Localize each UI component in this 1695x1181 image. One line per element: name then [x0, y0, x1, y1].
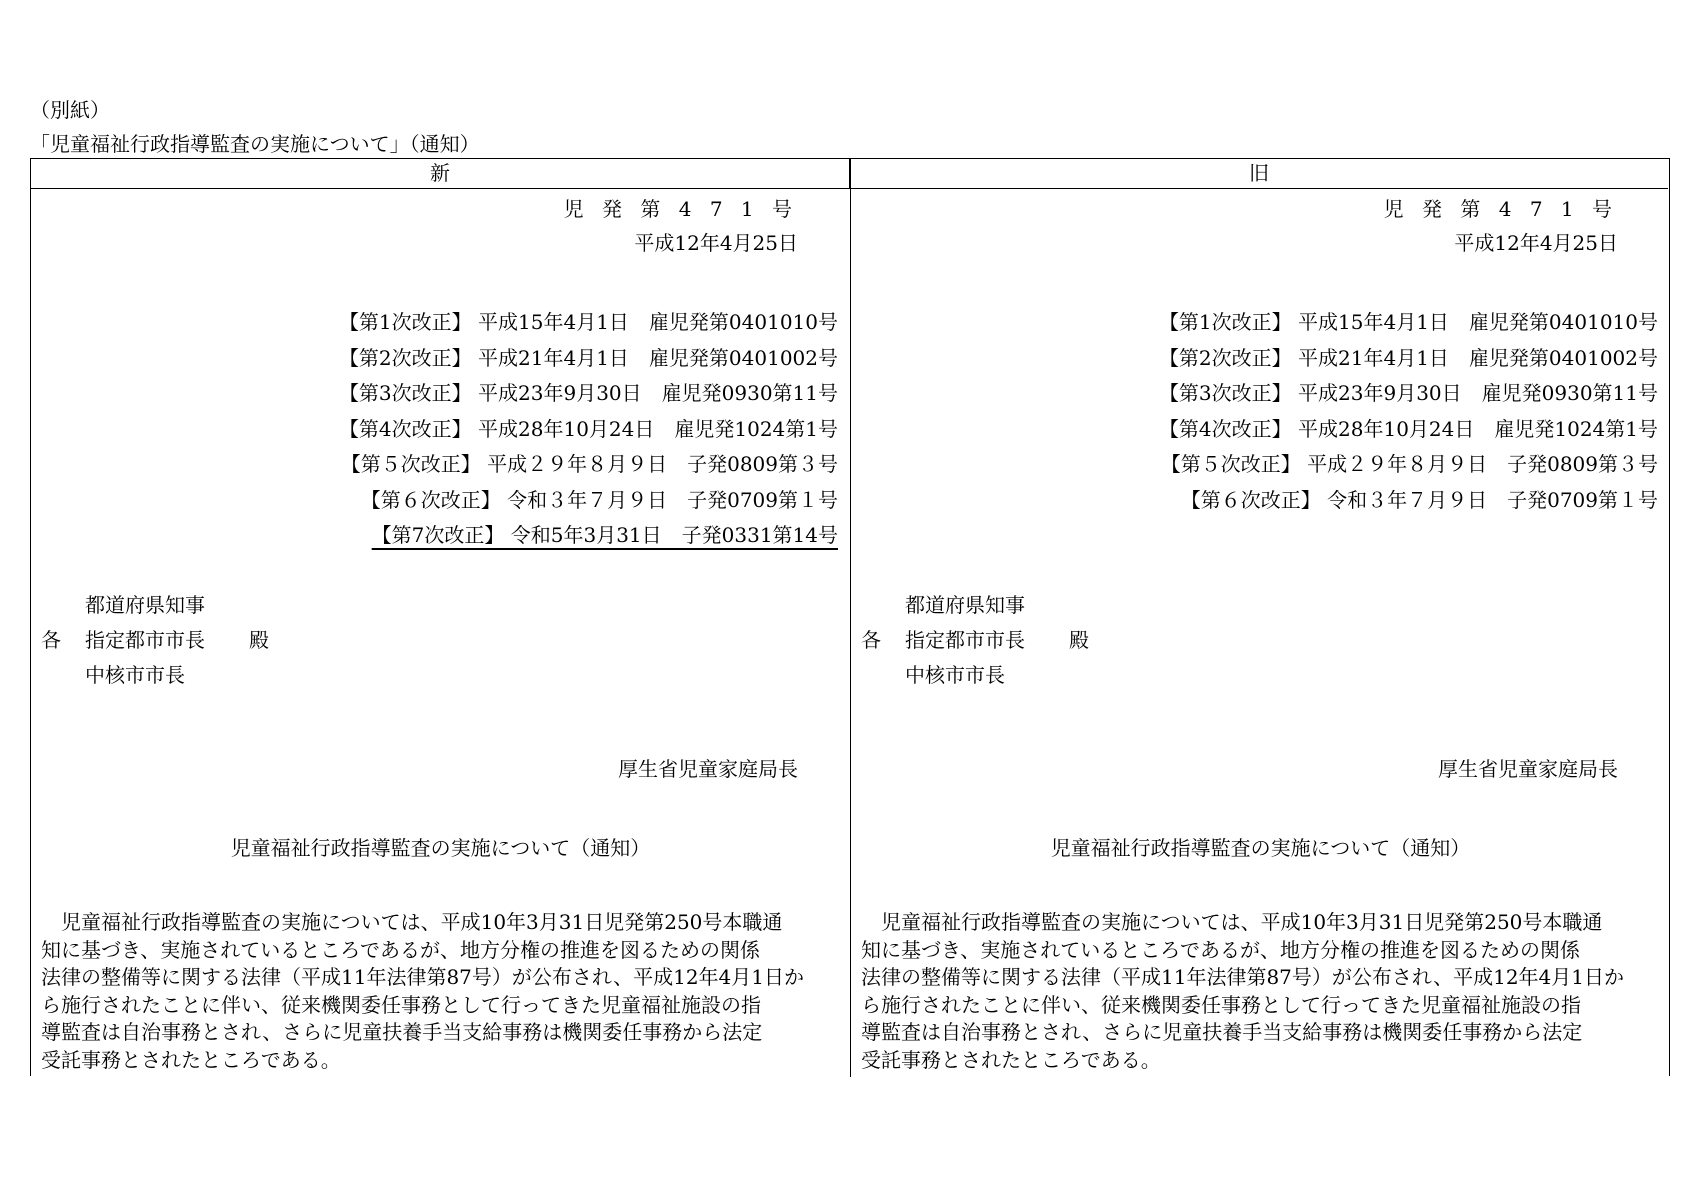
revision-item: 【第3次改正】 平成23年9月30日 雇児発0930第11号	[338, 381, 838, 405]
body-line: ら施行されたことに伴い、従来機関委任事務として行ってきた児童福祉施設の指	[41, 992, 761, 1017]
revision-list	[1159, 305, 1658, 518]
revision-item: 【第2次改正】 平成21年4月1日 雇児発第0401002号	[338, 345, 838, 370]
body-paragraph	[41, 909, 841, 1074]
revision-item: 【第1次改正】 平成15年4月1日 雇児発第0401010号	[1158, 310, 1658, 334]
revision-item: 【第５次改正】 平成２９年８月９日 子発0809第３号	[340, 452, 838, 476]
revision-item: 【第1次改正】 平成15年4月1日 雇児発第0401010号	[338, 310, 838, 334]
revision-item: 【第５次改正】 平成２９年８月９日 子発0809第３号	[1160, 452, 1658, 476]
addressee-each: 各	[861, 628, 881, 652]
addressee-line: 中核市市長	[905, 663, 1005, 687]
revision-item-new: 【第7次改正】 令和5年3月31日 子発0331第14号	[371, 523, 838, 547]
sender: 厚生省児童家庭局長	[1438, 757, 1618, 781]
notice-title: 「児童福祉行政指導監査の実施について」（通知）	[30, 132, 480, 156]
comparison-table	[30, 158, 1670, 1076]
addressee-line: 中核市市長	[85, 663, 185, 687]
addressee-block	[41, 589, 341, 699]
revision-item: 【第６次改正】 令和３年７月９日 子発0709第１号	[1180, 487, 1658, 512]
revision-item: 【第4次改正】 平成28年10月24日 雇児発1024第1号	[1158, 416, 1658, 441]
body-line: 知に基づき、実施されているところであるが、地方分権の推進を図るための関係	[861, 937, 1580, 962]
body-line: 法律の整備等に関する法律（平成11年法律第87号）が公布され、平成12年4月1日か	[41, 965, 804, 989]
issuer-number: 児 発 第 4 7 1 号	[1383, 197, 1618, 221]
body-line: 受託事務とされたところである。	[861, 1047, 1161, 1072]
revision-item: 【第3次改正】 平成23年9月30日 雇児発0930第11号	[1158, 381, 1658, 405]
body-line: 法律の整備等に関する法律（平成11年法律第87号）が公布され、平成12年4月1日か	[861, 965, 1624, 989]
addressee-line: 指定都市市長	[905, 628, 1025, 652]
body-line: 児童福祉行政指導監査の実施については、平成10年3月31日児発第250号本職通	[41, 910, 783, 934]
document-title: 児童福祉行政指導監査の実施について（通知）	[230, 836, 651, 860]
body-paragraph	[861, 909, 1661, 1074]
honorific: 殿	[249, 628, 269, 652]
body-line: 導監査は自治事務とされ、さらに児童扶養手当支給事務は機関委任事務から法定	[861, 1020, 1583, 1044]
body-line: 児童福祉行政指導監査の実施については、平成10年3月31日児発第250号本職通	[861, 910, 1603, 934]
addressee-each: 各	[41, 628, 61, 652]
sender: 厚生省児童家庭局長	[618, 757, 798, 781]
issuer-date: 平成12年4月25日	[1454, 231, 1618, 255]
revision-list	[339, 305, 838, 554]
revision-item: 【第６次改正】 令和３年７月９日 子発0709第１号	[360, 487, 838, 512]
addressee-line: 指定都市市長	[85, 628, 205, 652]
new-column	[31, 189, 850, 1077]
column-header-new: 新	[31, 159, 850, 189]
body-line: 知に基づき、実施されているところであるが、地方分権の推進を図るための関係	[41, 937, 760, 962]
body-line: ら施行されたことに伴い、従来機関委任事務として行ってきた児童福祉施設の指	[861, 992, 1581, 1017]
revision-item: 【第2次改正】 平成21年4月1日 雇児発第0401002号	[1158, 345, 1658, 370]
addressee-line: 都道府県知事	[85, 593, 205, 617]
column-header-old: 旧	[850, 159, 1668, 189]
attachment-label: （別紙）	[30, 98, 110, 122]
addressee-line: 都道府県知事	[905, 593, 1025, 617]
body-line: 導監査は自治事務とされ、さらに児童扶養手当支給事務は機関委任事務から法定	[41, 1020, 763, 1044]
addressee-block	[861, 589, 1161, 699]
old-column	[851, 189, 1670, 1077]
issuer-date: 平成12年4月25日	[634, 231, 798, 255]
document-title: 児童福祉行政指導監査の実施について（通知）	[1050, 836, 1471, 860]
revision-item: 【第4次改正】 平成28年10月24日 雇児発1024第1号	[338, 416, 838, 441]
body-line: 受託事務とされたところである。	[41, 1047, 341, 1072]
issuer-number: 児 発 第 4 7 1 号	[563, 197, 798, 221]
honorific: 殿	[1069, 628, 1089, 652]
